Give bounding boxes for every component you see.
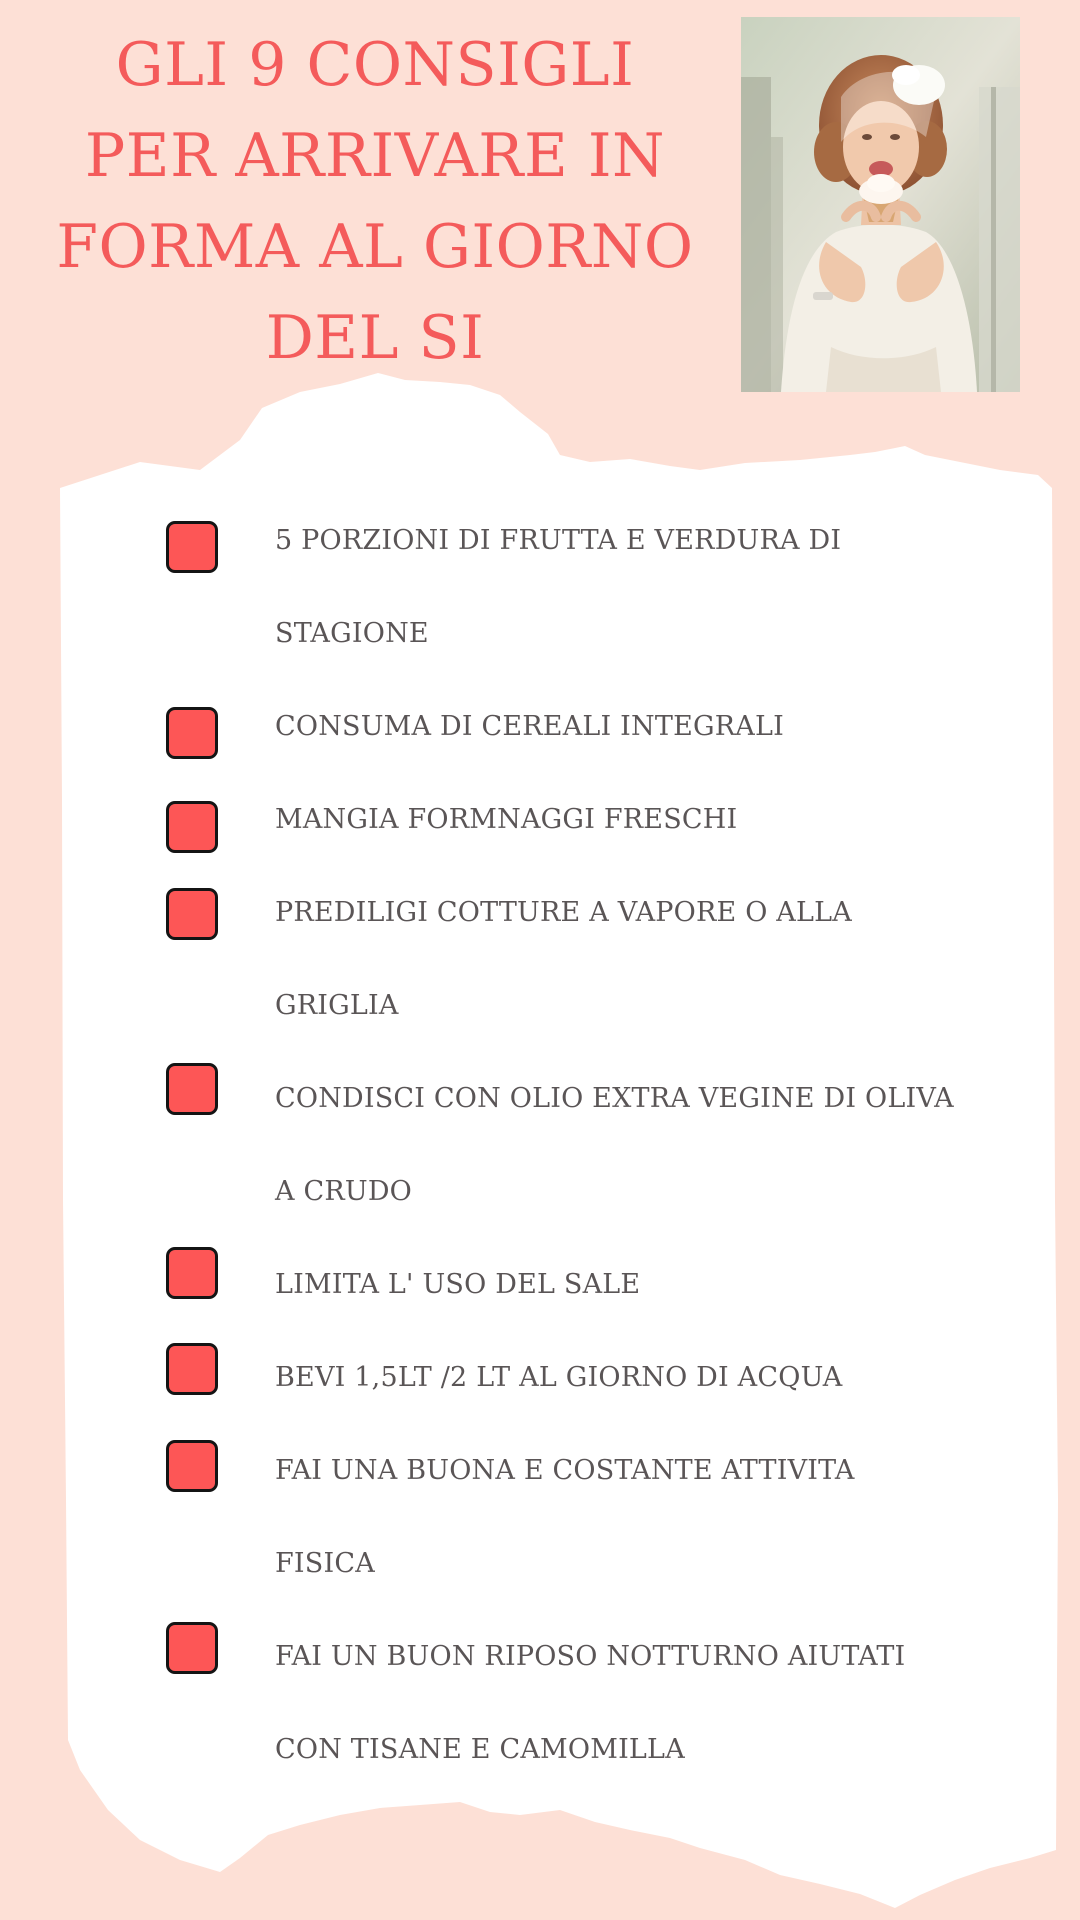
title-line: FORMA AL GIORNO <box>56 212 694 282</box>
tip-text: CONDISCI CON OLIO EXTRA VEGINE DI OLIVA A CRUDO <box>275 1083 954 1207</box>
tip-text: BEVI 1,5LT /2 LT AL GIORNO DI ACQUA <box>275 1362 843 1393</box>
title-line: PER ARRIVARE IN <box>84 121 666 191</box>
checkbox[interactable] <box>166 1622 218 1674</box>
title-line: DEL SI <box>265 303 485 373</box>
tip-text: MANGIA FORMNAGGI FRESCHI <box>275 804 738 835</box>
tip-text: PREDILIGI COTTURE A VAPORE O ALLA GRIGLIA <box>275 897 852 1021</box>
checkbox[interactable] <box>166 1440 218 1492</box>
checkbox[interactable] <box>166 521 218 573</box>
checkbox[interactable] <box>166 1063 218 1115</box>
checkbox[interactable] <box>166 888 218 940</box>
title-line: GLI 9 CONSIGLI <box>115 30 635 100</box>
tip-text: CONSUMA DI CEREALI INTEGRALI <box>275 711 784 742</box>
tip-text: FAI UNA BUONA E COSTANTE ATTIVITA FISICA <box>275 1455 855 1579</box>
checkbox[interactable] <box>166 801 218 853</box>
tip-text: LIMITA L' USO DEL SALE <box>275 1269 641 1300</box>
checkbox[interactable] <box>166 1343 218 1395</box>
checkbox[interactable] <box>166 707 218 759</box>
tip-text: FAI UN BUON RIPOSO NOTTURNO AIUTATI CON TISANE E CAMOMILLA <box>275 1641 906 1765</box>
checkbox[interactable] <box>166 1247 218 1299</box>
tip-text: 5 PORZIONI DI FRUTTA E VERDURA DI STAGIONE <box>275 525 842 649</box>
